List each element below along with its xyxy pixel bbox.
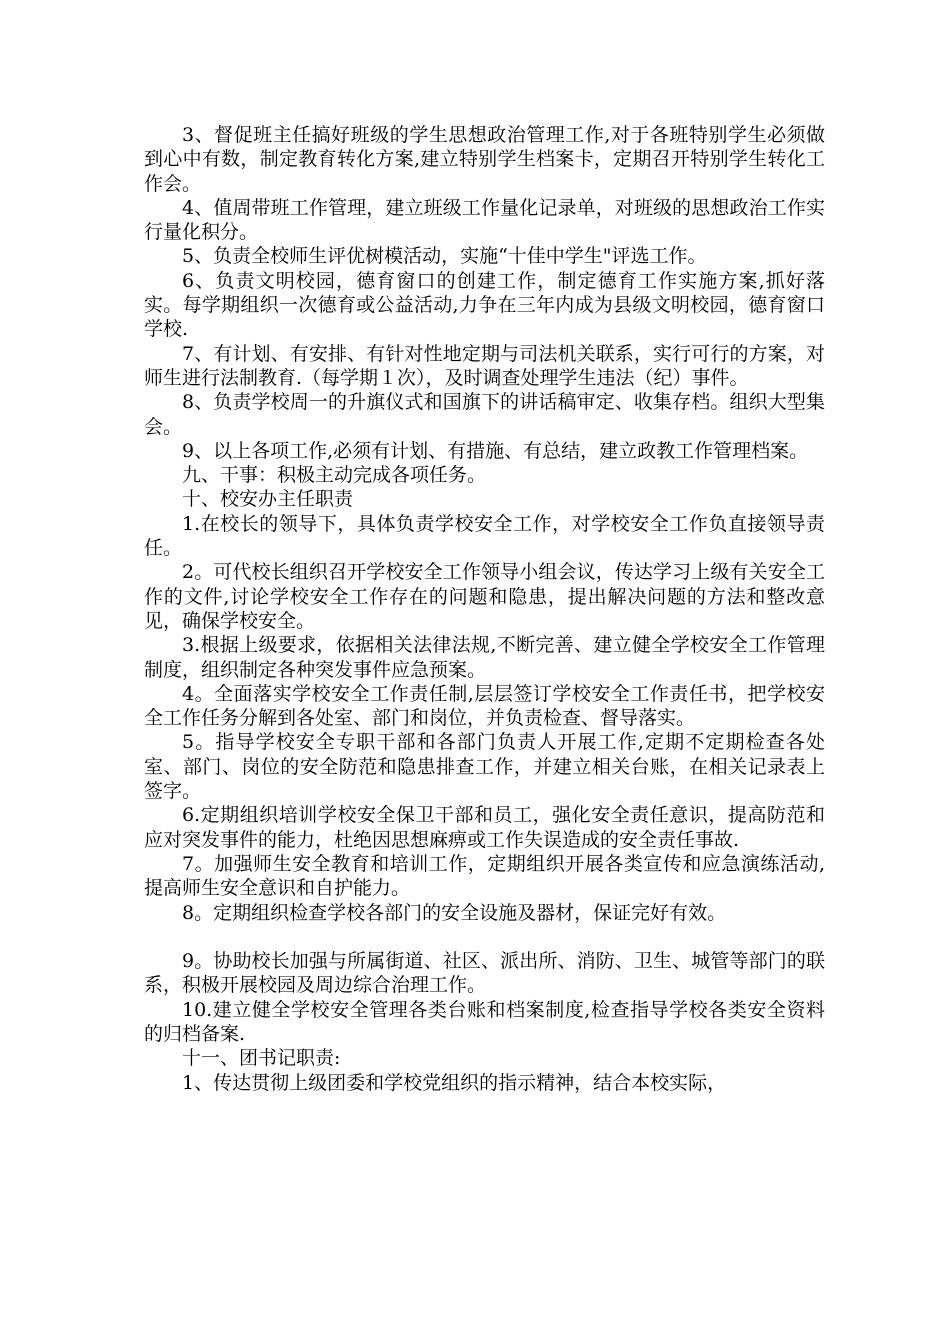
safety-duty-9: 9。协助校长加强与所属街道、社区、派出所、消防、卫生、城管等部门的联系，积极开展校园及周边综合治理工作。 xyxy=(144,950,825,997)
paragraph-item-6: 6、负责文明校园，德育窗口的创建工作，制定德育工作实施方案,抓好落实。每学期组织一次德育或公益活动,力争在三年内成为县级文明校园，德育窗口学校. xyxy=(144,269,825,341)
section-heading-safety-office: 十、校安办主任职责 xyxy=(182,488,354,511)
paragraph-item-7: 7、有计划、有安排、有针对性地定期与司法机关联系，实行可行的方案，对师生进行法制教育.（每学期１次），及时调查处理学生违法（纪）事件。 xyxy=(144,342,825,389)
section-heading-staff: 九、干事：积极主动完成各项任务。 xyxy=(182,464,487,487)
paragraph-item-4: 4、值周带班工作管理，建立班级工作量化记录单，对班级的思想政治工作实行量化积分。 xyxy=(144,196,825,244)
safety-duty-1: 1.在校长的领导下，具体负责学校安全工作，对学校安全工作负直接领导责任。 xyxy=(144,512,825,560)
paragraph-item-3: 3、督促班主任搞好班级的学生思想政治管理工作,对于各班特别学生必须做到心中有数，制定教育转化方案,建立特别学生档案卡，定期召开特别学生转化工作会。 xyxy=(144,124,825,195)
safety-duty-3: 3.根据上级要求，依据相关法律法规,不断完善、建立健全学校安全工作管理制度，组织制定各种突发事件应急预案。 xyxy=(144,634,825,681)
safety-duty-10: 10.建立健全学校安全管理各类台账和档案制度,检查指导学校各类安全资料的归档备案. xyxy=(144,998,825,1045)
safety-duty-2: 2。可代校长组织召开学校安全工作领导小组会议，传达学习上级有关安全工作的文件,讨论学校安全工作存在的问题和隐患，提出解决问题的方法和整改意见，确保学校安全。 xyxy=(144,561,825,632)
league-duty-1: 1、传达贯彻上级团委和学校党组织的指示精神，结合本校实际， xyxy=(182,1071,727,1094)
safety-duty-6: 6.定期组织培训学校安全保卫干部和员工，强化安全责任意识，提高防范和应对突发事件的能力，杜绝因思想麻痹或工作失误造成的安全责任事故. xyxy=(144,804,825,851)
paragraph-item-9: 9、以上各项工作,必须有计划、有措施、有总结，建立政教工作管理档案。 xyxy=(182,439,809,462)
safety-duty-4: 4。全面落实学校安全工作责任制,层层签订学校安全工作责任书，把学校安全工作任务分解到各处室、部门和岗位，并负责检查、督导落实。 xyxy=(144,682,825,730)
blank-line xyxy=(144,925,825,949)
section-heading-league-secretary: 十一、团书记职责: xyxy=(182,1047,341,1070)
paragraph-item-5: 5、负责全校师生评优树模活动，实施“十佳中学生"评选工作。 xyxy=(182,245,707,268)
document-body xyxy=(144,123,825,1095)
safety-duty-5: 5。指导学校安全专职干部和各部门负责人开展工作,定期不定期检查各处室、部门、岗位的安全防范和隐患排查工作，并建立相关台账，在相关记录表上签字。 xyxy=(144,731,825,803)
safety-duty-7: 7。加强师生安全教育和培训工作，定期组织开展各类宣传和应急演练活动,提高师生安全意识和自护能力。 xyxy=(144,852,825,900)
safety-duty-8: 8。定期组织检查学校各部门的安全设施及器材，保证完好有效。 xyxy=(182,901,727,924)
paragraph-item-8: 8、负责学校周一的升旗仪式和国旗下的讲话稿审定、收集存档。组织大型集会。 xyxy=(144,391,825,438)
